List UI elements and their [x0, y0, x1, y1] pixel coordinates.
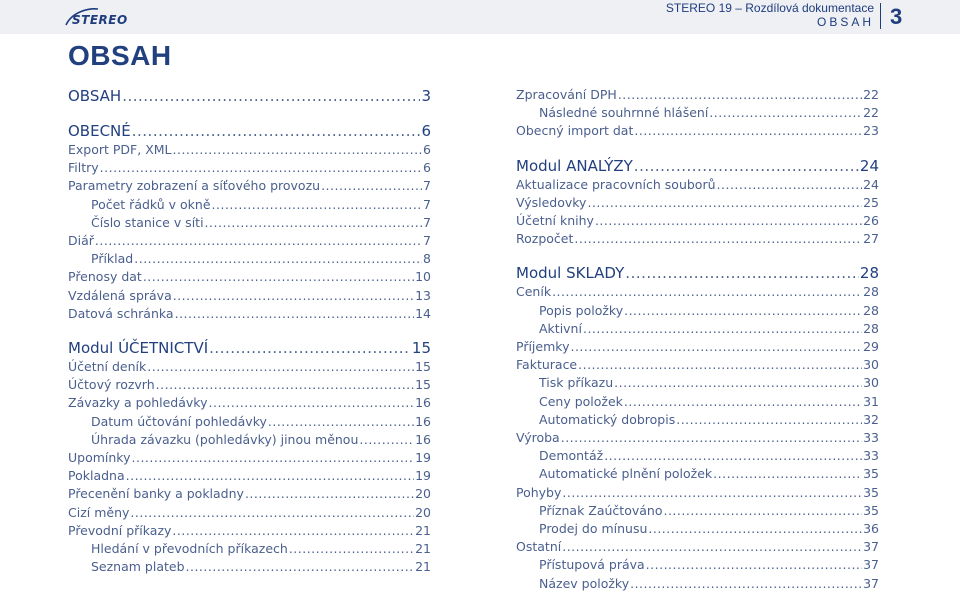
toc-leader-dots — [562, 484, 862, 502]
toc-entry-label: Přecenění banky a pokladny — [68, 486, 244, 502]
toc-leader-dots — [172, 522, 414, 540]
toc-right-column — [516, 86, 879, 593]
toc-leader-dots — [709, 104, 862, 122]
toc-page-number: 37 — [863, 539, 879, 555]
toc-entry[interactable] — [516, 176, 879, 194]
toc-page-number: 28 — [859, 264, 879, 283]
toc-entry-label: Ceník — [516, 284, 552, 300]
toc-entry[interactable] — [516, 502, 879, 520]
toc-leader-dots — [209, 338, 411, 358]
toc-leader-dots — [132, 121, 421, 141]
toc-entry-label: Závazky a pohledávky — [68, 395, 208, 411]
toc-left-column — [68, 86, 431, 576]
toc-page-number: 22 — [863, 87, 879, 102]
toc-spacer — [516, 248, 879, 263]
toc-entry[interactable] — [516, 283, 879, 301]
toc-entry-label: Datum účtování pohledávky — [91, 413, 267, 429]
page-header — [0, 0, 960, 34]
toc-leader-dots — [205, 214, 423, 232]
toc-leader-dots — [595, 212, 862, 230]
toc-entry-label: Datová schránka — [68, 305, 174, 321]
toc-entry[interactable] — [68, 177, 431, 195]
toc-entry-label: Úhrada závazku (pohledávky) jinou měnou — [91, 431, 359, 447]
toc-entry[interactable] — [516, 520, 879, 538]
toc-entry-label: Příklad — [91, 251, 134, 267]
toc-entry-label: Export PDF, XML — [68, 142, 172, 157]
toc-entry[interactable] — [516, 320, 879, 338]
toc-chapter-entry[interactable] — [516, 156, 879, 176]
toc-entry-label: Pohyby — [516, 484, 562, 500]
toc-page-number: 20 — [415, 486, 431, 502]
toc-leader-dots — [634, 156, 859, 176]
toc-entry-label: Účtový rozvrh — [68, 377, 155, 393]
toc-entry[interactable] — [68, 467, 431, 485]
toc-leader-dots — [289, 540, 414, 558]
toc-entry-label: Aktivní — [539, 320, 582, 336]
toc-entry[interactable] — [516, 194, 879, 212]
header-document-info — [666, 1, 874, 29]
toc-entry[interactable] — [68, 196, 431, 214]
toc-entry[interactable] — [68, 141, 431, 159]
toc-entry-label: Ceny položek — [539, 393, 623, 409]
toc-entry[interactable] — [516, 575, 879, 593]
page-title: OBSAH — [68, 40, 172, 71]
toc-leader-dots — [130, 504, 414, 522]
toc-chapter-entry[interactable] — [68, 86, 431, 106]
toc-leader-dots — [143, 268, 414, 286]
toc-entry-label: Počet řádků v okně — [91, 196, 211, 212]
toc-leader-dots — [209, 394, 415, 412]
toc-entry-label: Zpracování DPH — [516, 87, 617, 102]
toc-leader-dots — [648, 520, 862, 538]
toc-page-number: 26 — [863, 213, 879, 229]
toc-entry[interactable] — [68, 413, 431, 431]
toc-page-number: 21 — [415, 522, 431, 538]
toc-entry[interactable] — [516, 356, 879, 374]
toc-entry[interactable] — [516, 230, 879, 248]
toc-page-number: 20 — [415, 504, 431, 520]
toc-leader-dots — [646, 556, 862, 574]
toc-leader-dots — [173, 287, 414, 305]
toc-entry-label: Popis položky — [539, 302, 624, 318]
toc-entry-label: Vzdálená správa — [68, 287, 172, 303]
toc-entry[interactable] — [68, 431, 431, 449]
toc-page-number: 30 — [863, 375, 879, 391]
toc-entry-label: Demontáž — [539, 448, 604, 464]
toc-entry[interactable] — [516, 302, 879, 320]
toc-entry[interactable] — [516, 556, 879, 574]
toc-leader-dots — [212, 196, 423, 214]
toc-spacer — [68, 323, 431, 338]
toc-entry-label: Přenosy dat — [68, 269, 142, 285]
toc-leader-dots — [321, 177, 422, 195]
toc-leader-dots — [574, 230, 862, 248]
toc-entry[interactable] — [516, 393, 879, 411]
toc-leader-dots — [147, 358, 414, 376]
toc-entry-label: Upomínky — [68, 450, 131, 466]
toc-leader-dots — [624, 393, 862, 411]
toc-page-number: 7 — [423, 178, 431, 194]
toc-entry-label: Automatický dobropis — [539, 411, 676, 427]
toc-page-number: 24 — [863, 176, 879, 192]
toc-leader-dots — [713, 465, 862, 483]
toc-page-number: 37 — [863, 575, 879, 591]
toc-leader-dots — [614, 374, 862, 392]
toc-chapter-entry[interactable] — [68, 338, 431, 358]
toc-entry-label: Aktualizace pracovních souborů — [516, 176, 716, 192]
toc-page-number: 33 — [863, 448, 879, 464]
toc-entry-label: Příjemky — [516, 339, 570, 355]
toc-entry-label: Obecný import dat — [516, 123, 634, 139]
toc-leader-dots — [624, 302, 862, 320]
toc-entry-label: Pokladna — [68, 468, 125, 484]
toc-leader-dots — [268, 413, 414, 431]
toc-entry-label: Účetní knihy — [516, 213, 594, 229]
toc-entry-label: Fakturace — [516, 357, 578, 373]
toc-entry-label: Rozpočet — [516, 231, 574, 247]
toc-leader-dots — [630, 575, 862, 593]
toc-page-number: 8 — [423, 251, 431, 267]
toc-entry-label: Tisk příkazu — [539, 375, 614, 391]
toc-page-number: 27 — [863, 231, 879, 247]
toc-entry[interactable] — [516, 465, 879, 483]
toc-leader-dots — [618, 86, 862, 104]
toc-page-number: 10 — [415, 269, 431, 285]
toc-leader-dots — [132, 449, 415, 467]
toc-spacer — [68, 106, 431, 121]
toc-entry[interactable] — [68, 504, 431, 522]
toc-page-number: 35 — [863, 466, 879, 482]
toc-entry[interactable] — [68, 287, 431, 305]
toc-page-number: 13 — [415, 287, 431, 303]
toc-chapter-entry[interactable] — [68, 121, 431, 141]
toc-entry[interactable] — [68, 250, 431, 268]
toc-entry[interactable] — [68, 540, 431, 558]
toc-entry[interactable] — [68, 268, 431, 286]
toc-entry-label: Následné souhrnné hlášení — [539, 105, 709, 121]
toc-entry-label: Výsledovky — [516, 194, 587, 210]
toc-entry[interactable] — [68, 485, 431, 503]
toc-leader-dots — [100, 159, 422, 177]
toc-page-number: 3 — [421, 87, 431, 105]
toc-page-number: 16 — [415, 431, 431, 447]
toc-page-number: 19 — [415, 468, 431, 484]
toc-chapter-entry[interactable] — [516, 263, 879, 283]
toc-page-number: 25 — [863, 194, 879, 210]
toc-entry-label: Automatické plnění položek — [539, 466, 713, 482]
toc-leader-dots — [570, 338, 862, 356]
toc-page-number: 19 — [415, 450, 431, 466]
toc-leader-dots — [95, 232, 422, 250]
toc-page-number: 36 — [863, 521, 879, 537]
toc-entry[interactable] — [68, 214, 431, 232]
toc-page-number: 14 — [415, 305, 431, 321]
toc-entry-label: Cizí měny — [68, 504, 130, 520]
toc-entry-label: Převodní příkazy — [68, 522, 172, 538]
toc-entry-label: Název položky — [539, 575, 630, 591]
toc-page-number: 22 — [863, 105, 879, 121]
toc-entry-label: Modul ANALÝZY — [516, 156, 633, 175]
toc-entry-label: Diář — [68, 233, 94, 249]
toc-page-number: 30 — [863, 357, 879, 373]
toc-entry[interactable] — [516, 447, 879, 465]
toc-entry[interactable] — [68, 558, 431, 576]
toc-entry[interactable] — [516, 411, 879, 429]
section-name: OBSAH — [816, 15, 874, 29]
toc-page-number: 33 — [863, 430, 879, 446]
toc-leader-dots — [562, 538, 862, 556]
toc-entry-label: Modul ÚČETNICTVÍ — [68, 339, 209, 358]
toc-page-number: 15 — [411, 339, 431, 358]
toc-leader-dots — [122, 86, 420, 106]
toc-leader-dots — [126, 467, 414, 485]
stereo-logo: STEREO — [72, 13, 128, 27]
toc-spacer — [516, 141, 879, 156]
toc-entry-label: Modul SKLADY — [516, 264, 625, 283]
toc-leader-dots — [245, 485, 414, 503]
toc-page-number: 37 — [863, 557, 879, 573]
toc-entry[interactable] — [516, 86, 879, 104]
toc-entry[interactable] — [516, 212, 879, 230]
toc-page-number: 7 — [423, 214, 431, 230]
header-divider — [880, 3, 881, 29]
toc-page-number: 16 — [415, 395, 431, 411]
toc-leader-dots — [587, 194, 862, 212]
toc-leader-dots — [552, 283, 862, 301]
toc-leader-dots — [156, 376, 414, 394]
toc-page-number: 6 — [423, 142, 431, 157]
toc-page-number: 6 — [421, 122, 431, 140]
page-number: 3 — [890, 4, 903, 29]
toc-page-number: 35 — [863, 484, 879, 500]
toc-page-number: 32 — [863, 411, 879, 427]
toc-page-number: 7 — [423, 196, 431, 212]
toc-leader-dots — [583, 320, 862, 338]
toc-entry[interactable] — [516, 429, 879, 447]
toc-page-number: 28 — [863, 284, 879, 300]
document-title: STEREO 19 – Rozdílová dokumentace — [665, 1, 874, 15]
toc-entry-label: OBECNÉ — [68, 122, 131, 140]
toc-leader-dots — [175, 305, 415, 323]
toc-entry[interactable] — [68, 305, 431, 323]
toc-entry-label: Ostatní — [516, 539, 562, 555]
toc-entry-label: Účetní deník — [68, 359, 147, 375]
toc-leader-dots — [359, 431, 414, 449]
toc-leader-dots — [634, 122, 862, 140]
toc-entry-label: Přístupová práva — [539, 557, 645, 573]
toc-entry-label: OBSAH — [68, 87, 122, 105]
toc-entry[interactable] — [68, 394, 431, 412]
toc-entry-label: Filtry — [68, 160, 99, 176]
toc-page-number: 23 — [863, 123, 879, 139]
toc-leader-dots — [625, 263, 859, 283]
toc-entry[interactable] — [516, 104, 879, 122]
toc-page-number: 7 — [423, 233, 431, 249]
toc-page-number: 15 — [415, 377, 431, 393]
toc-page-number: 6 — [423, 160, 431, 176]
toc-page-number: 24 — [859, 156, 879, 175]
toc-entry[interactable] — [516, 122, 879, 140]
toc-page-number: 35 — [863, 502, 879, 518]
toc-page-number: 31 — [863, 393, 879, 409]
toc-entry-label: Výroba — [516, 430, 560, 446]
toc-leader-dots — [663, 502, 862, 520]
toc-entry-label: Parametry zobrazení a síťového provozu — [68, 178, 321, 194]
toc-page-number: 21 — [415, 559, 431, 575]
toc-leader-dots — [173, 141, 423, 159]
toc-entry-label: Prodej do mínusu — [539, 521, 648, 537]
toc-page-number: 28 — [863, 302, 879, 318]
toc-page-number: 16 — [415, 413, 431, 429]
toc-entry[interactable] — [68, 376, 431, 394]
toc-leader-dots — [134, 250, 422, 268]
toc-entry-label: Příznak Zaúčtováno — [539, 502, 663, 518]
toc-entry-label: Hledání v převodních příkazech — [91, 541, 288, 557]
toc-entry[interactable] — [516, 538, 879, 556]
toc-entry[interactable] — [68, 232, 431, 250]
toc-leader-dots — [676, 411, 862, 429]
toc-leader-dots — [717, 176, 863, 194]
toc-page-number: 28 — [863, 320, 879, 336]
toc-leader-dots — [604, 447, 862, 465]
toc-entry[interactable] — [516, 338, 879, 356]
toc-entry[interactable] — [516, 374, 879, 392]
toc-page-number: 15 — [415, 359, 431, 375]
toc-entry[interactable] — [68, 522, 431, 540]
toc-leader-dots — [561, 429, 862, 447]
toc-entry[interactable] — [68, 358, 431, 376]
toc-entry[interactable] — [68, 159, 431, 177]
toc-entry[interactable] — [516, 484, 879, 502]
toc-leader-dots — [186, 558, 415, 576]
toc-entry-label: Číslo stanice v síti — [91, 214, 204, 230]
toc-entry-label: Seznam plateb — [91, 559, 185, 575]
toc-page-number: 29 — [863, 339, 879, 355]
toc-page-number: 21 — [415, 541, 431, 557]
toc-entry[interactable] — [68, 449, 431, 467]
toc-leader-dots — [578, 356, 862, 374]
